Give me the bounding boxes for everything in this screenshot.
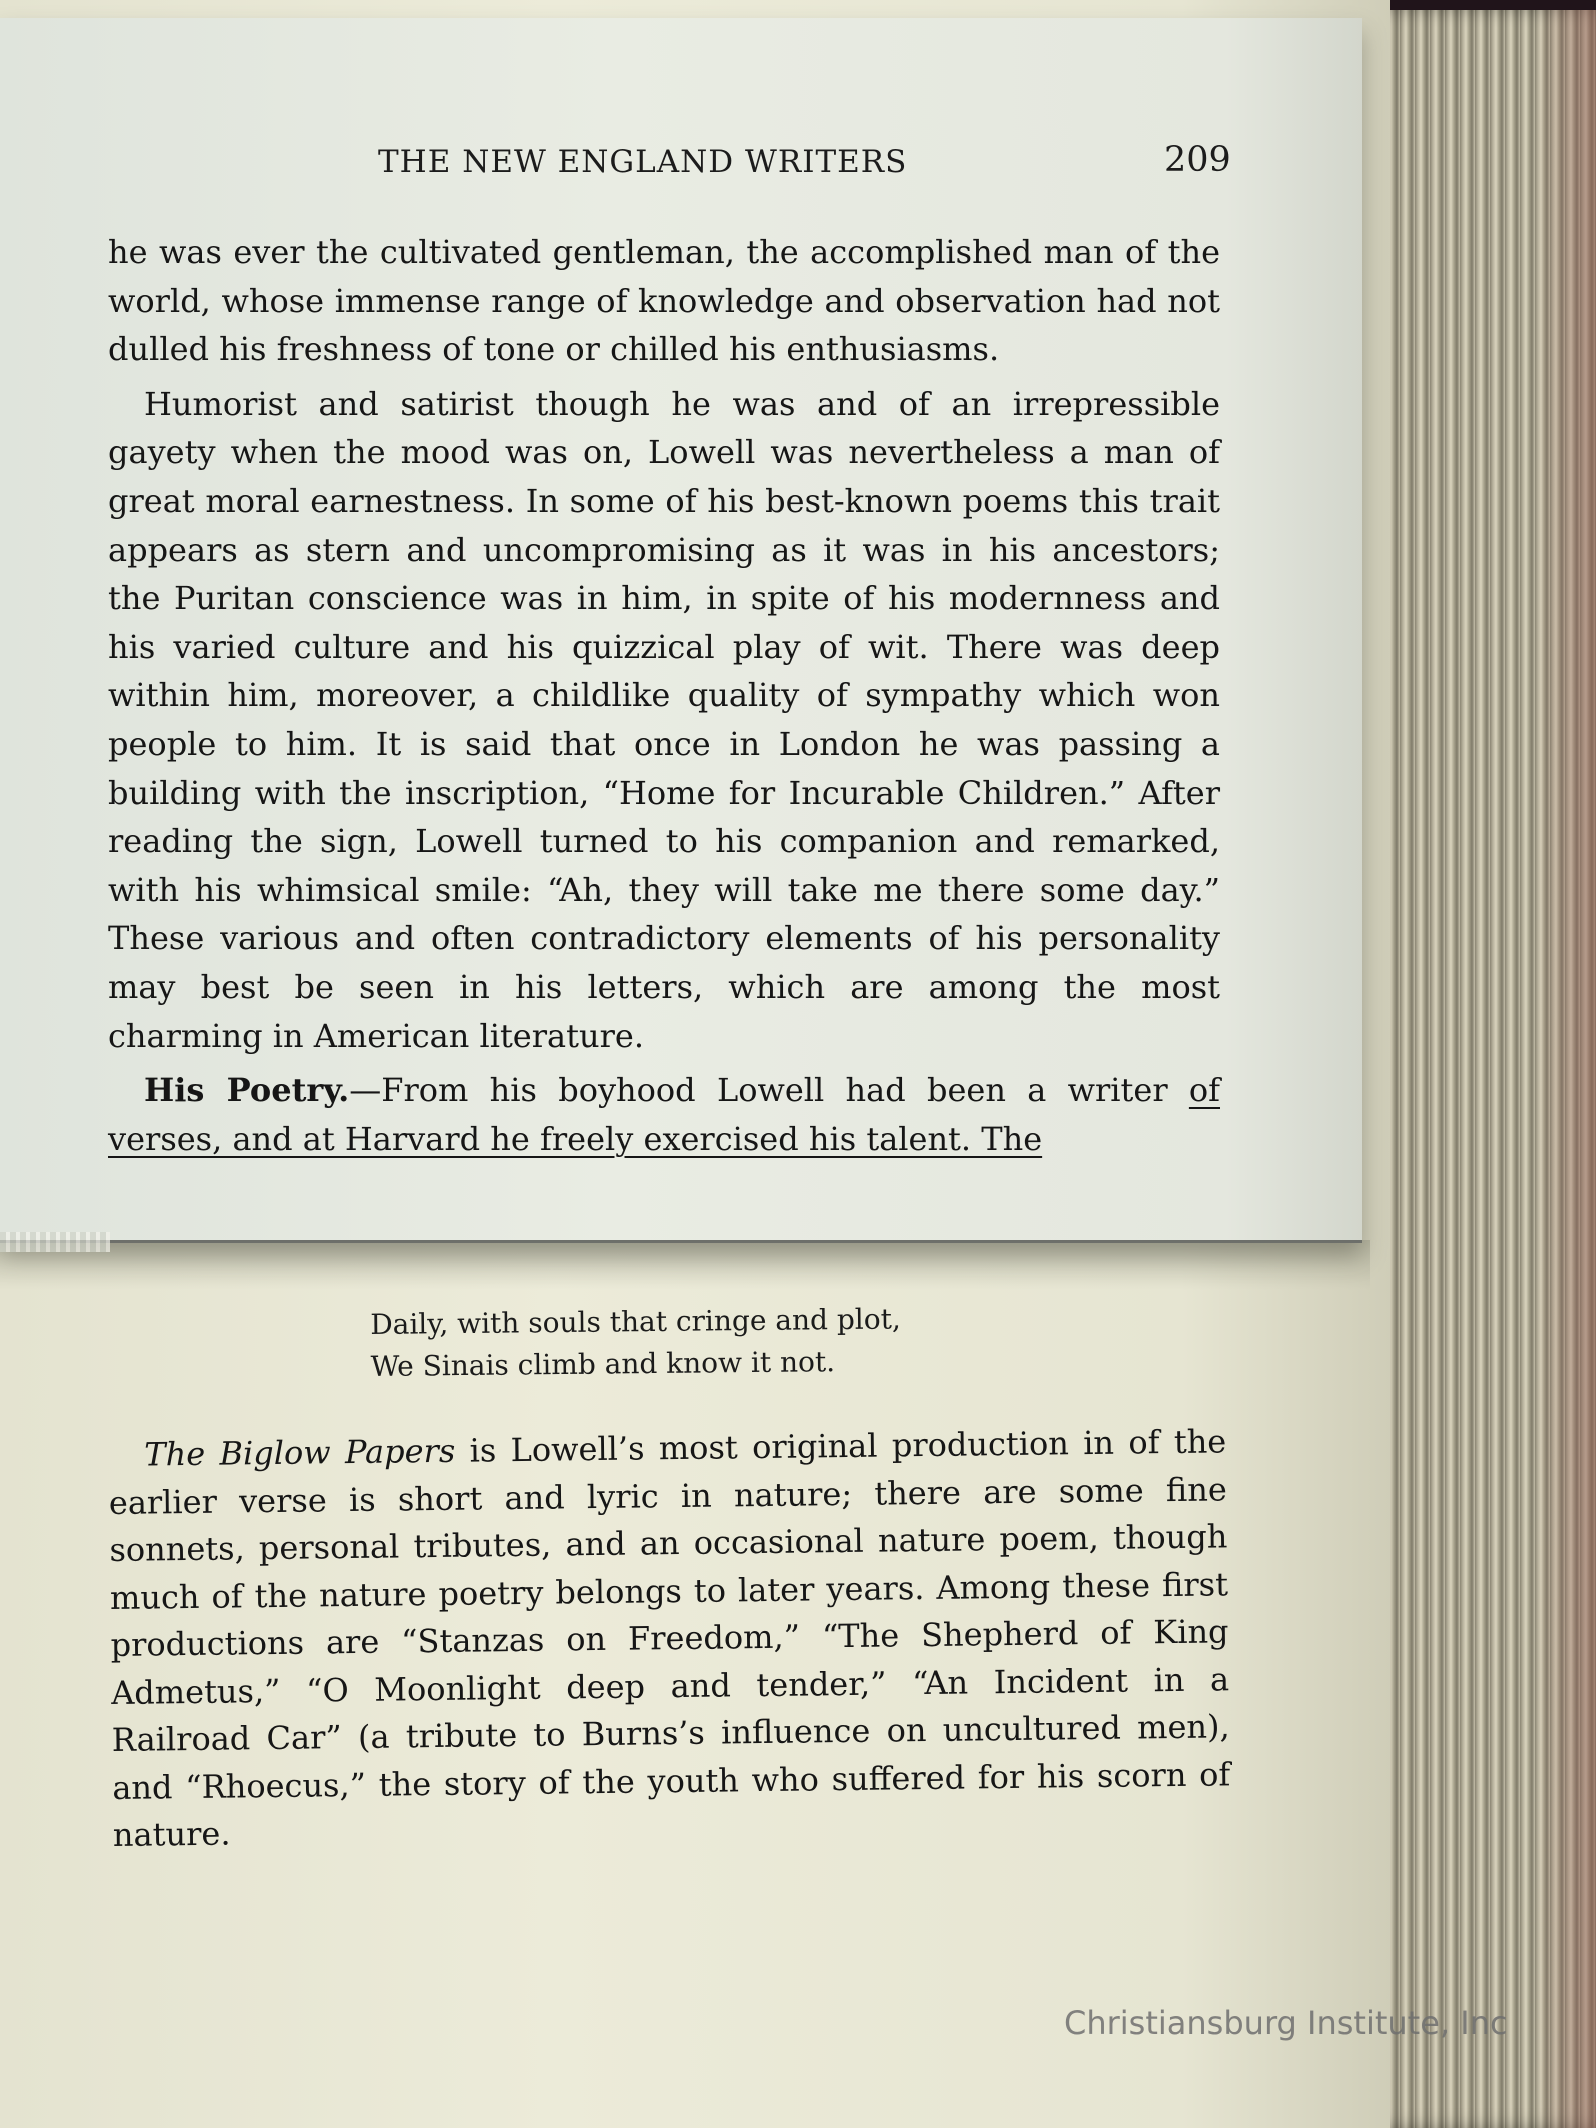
paragraph: Humorist and satirist though he was and of an irrepressible gayety when the mood was on, Lowell was nevertheless a man of great moral earnestness. In some of his best-known poems this trait appears as stern and uncompromising as it was in his ancestors; the Puritan conscience was in him, in spite of his modernness and his varied culture and his quizzical play of wit. There was deep within him, moreover, a childlike quality of sympathy which won people to him. It is said that once in London he was passing a building with the inscription, “Home for Incurable Children.” After reading the sign, Lowell turned to his companion and remarked, with his whimsical smile: “Ah, they will take me there some day.” These various and often contradictory elements of his personality may best be seen in his letters, which are among the most charming in American literature.	[108, 384, 1220, 1055]
section-paragraph	[108, 1066, 1220, 1163]
paragraph-text: of the earlier verse is short and lyric in nature; there are some fine sonnets, personal tributes, and an occasional nature poem, though much of the nature poetry belongs to later years. Among these first productions are “Stanzas on Freedom,” “The Shepherd of King Admetus,” “O Moonlight deep and tender,” “An Incident in a Railroad Car” (a tribute to Burns’s influence on uncultured men), and “Rhoecus,” the story of the youth who suffered for his scorn of nature.	[108, 1422, 1231, 1854]
torn-paper-edge	[0, 1232, 110, 1252]
poem-excerpt	[370, 1298, 901, 1388]
book-title-italic: The Biglow Papers	[144, 1431, 456, 1474]
page-number: 209	[1164, 140, 1231, 180]
watermark: Christiansburg Institute, Inc	[1064, 2004, 1508, 2042]
running-head	[0, 126, 1362, 180]
book-page-edges	[1370, 10, 1596, 2128]
lower-paragraph	[108, 1418, 1231, 1865]
upper-body-text	[108, 228, 1220, 1169]
poem-line: Daily, with souls that cringe and plot,	[370, 1302, 901, 1341]
section-heading: His Poetry.	[144, 1071, 350, 1110]
fold-shadow	[0, 1240, 1370, 1290]
running-title: THE NEW ENGLAND WRITERS	[378, 144, 908, 180]
upper-folded-page	[0, 18, 1362, 1243]
cut-text-line: of verses, and at Harvard he freely exercised his talent. The	[108, 1071, 1220, 1158]
biglow-paragraph	[108, 1418, 1231, 1859]
paragraph-first-line: is Lowell’s most original production in	[455, 1423, 1115, 1470]
section-text: —From his boyhood Lowell had been a writer	[349, 1071, 1168, 1110]
poem-line: We Sinais climb and know it not.	[370, 1345, 836, 1383]
paragraph: he was ever the cultivated gentleman, the accomplished man of the world, whose immense range of knowledge and observation had not dulled his freshness of tone or chilled his enthusiasms.	[108, 233, 1220, 369]
